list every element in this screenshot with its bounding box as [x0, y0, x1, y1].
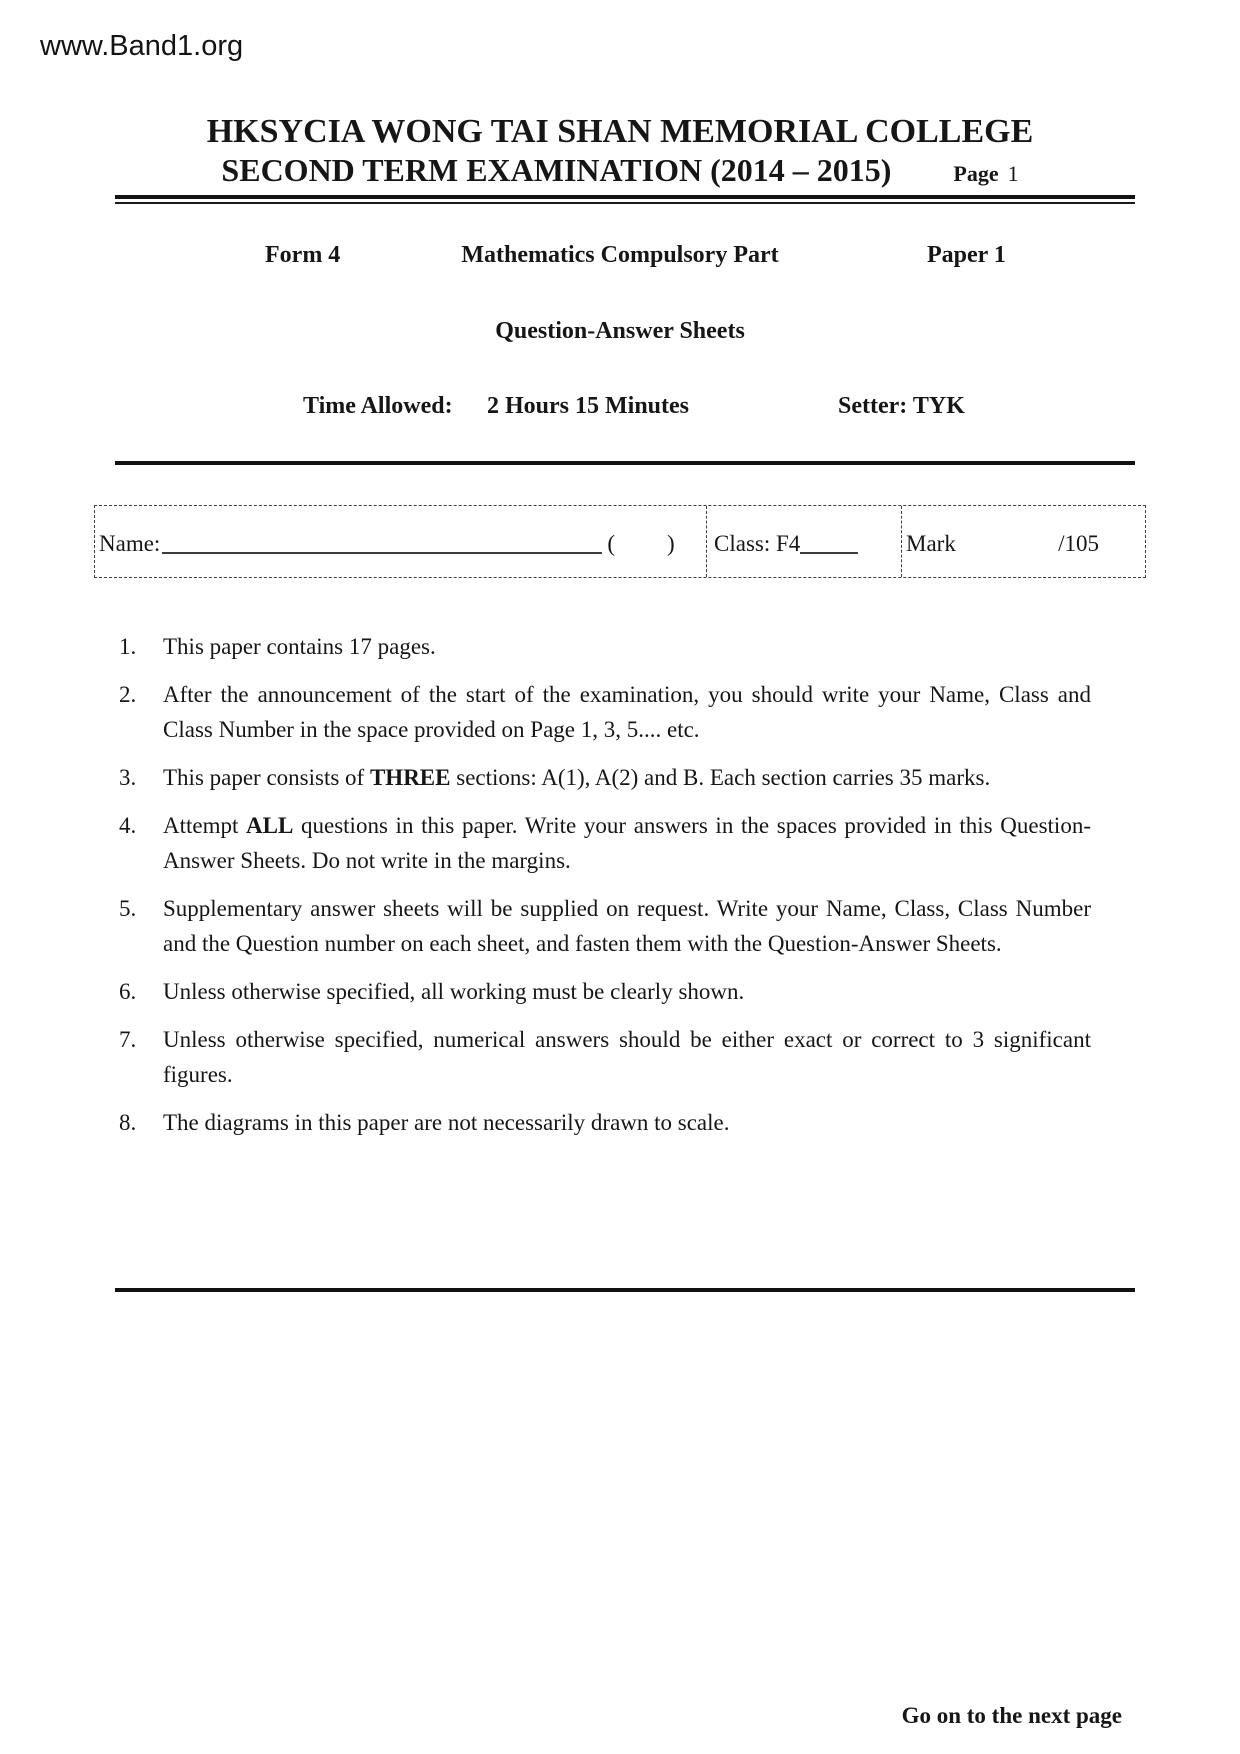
instruction-number: 4.	[119, 813, 137, 838]
footer-next-page-note: Go on to the next page	[901, 1703, 1122, 1728]
form-subject-row	[0, 242, 1240, 272]
setter-label: Setter: TYK	[838, 393, 965, 419]
instruction-item	[119, 1105, 1094, 1140]
instruction-text-segment: The diagrams in this paper are not necessarily drawn to scale.	[163, 1110, 730, 1135]
page-number: 1	[1007, 161, 1019, 186]
instruction-text	[163, 891, 1091, 961]
school-name: HKSYCIA WONG TAI SHAN MEMORIAL COLLEGE	[206, 113, 1034, 150]
instruction-item	[119, 974, 1094, 1009]
instruction-text-segment: questions in this paper. Write your answers in the spaces provided in this Question- Answer Sheets. Do not write in the margins.	[163, 813, 1091, 873]
instruction-text	[163, 974, 1091, 1009]
form-label: Form 4	[265, 242, 341, 268]
instruction-item	[119, 1022, 1094, 1092]
page-label: Page	[953, 161, 999, 186]
instruction-text-segment: Unless otherwise specified, all working must be clearly shown.	[163, 979, 745, 1004]
instruction-text	[163, 677, 1091, 747]
instruction-number: 7.	[119, 1027, 137, 1052]
instruction-number: 8.	[119, 1110, 137, 1135]
exam-title-row	[0, 152, 1240, 189]
exam-title: SECOND TERM EXAMINATION (2014 – 2015)	[221, 152, 892, 188]
instruction-text-segment: Supplementary answer sheets will be supplied on request. Write your Name, Class, Class Number and the Question number on each sheet, and fasten them with the Question-Answer Sheets.	[163, 896, 1091, 956]
instruction-item	[119, 629, 1094, 664]
instruction-text-bold-segment: THREE	[369, 765, 451, 790]
section-divider	[115, 461, 1135, 465]
open-paren: (	[607, 531, 615, 556]
close-paren: )	[666, 531, 675, 556]
instruction-number: 2.	[119, 682, 137, 707]
watermark-text: www.Band1.org	[40, 30, 244, 62]
instruction-text	[163, 808, 1091, 878]
instruction-number: 5.	[119, 896, 137, 921]
instruction-text-segment: After the announcement of the start of the examination, you should write your Name, Class and Class Number in the space provided on Page 1, 3, 5.... etc.	[163, 682, 1091, 742]
instruction-text-segment: This paper contains 17 pages.	[163, 634, 436, 659]
name-cell	[95, 506, 707, 577]
instruction-text	[163, 1105, 1091, 1140]
time-setter-row	[0, 393, 1240, 423]
mark-label: Mark	[906, 531, 956, 556]
sheet-type-label: Question-Answer Sheets	[495, 318, 745, 344]
instruction-number: 1.	[119, 634, 137, 659]
instruction-number: 6.	[119, 979, 137, 1004]
class-field-label: Class: F4	[714, 531, 801, 556]
header-divider	[115, 195, 1135, 204]
student-info-box	[94, 505, 1146, 578]
instruction-text-segment: This paper consists of	[163, 765, 370, 790]
mark-total: /105	[1058, 531, 1099, 556]
instruction-text-bold-segment: ALL	[246, 813, 294, 838]
instruction-item	[119, 891, 1094, 961]
class-fill-line	[800, 552, 858, 554]
class-cell	[707, 506, 902, 577]
instruction-text-segment: sections: A(1), A(2) and B. Each section carries 35 marks.	[450, 765, 991, 790]
instruction-text-segment: Attempt	[163, 813, 247, 838]
paper-label: Paper 1	[927, 242, 1006, 268]
bottom-divider	[115, 1288, 1135, 1292]
instruction-text	[163, 629, 1091, 664]
mark-cell	[902, 506, 1145, 577]
instruction-text	[163, 1022, 1091, 1092]
time-allowed-value: 2 Hours 15 Minutes	[487, 393, 690, 419]
subject-label: Mathematics Compulsory Part	[461, 242, 779, 268]
name-fill-line	[162, 552, 602, 554]
instruction-item	[119, 808, 1094, 878]
name-field-label: Name:	[99, 531, 161, 556]
instruction-text-segment: Unless otherwise specified, numerical answers should be either exact or correct to 3 significant figures.	[163, 1027, 1091, 1087]
instruction-text	[163, 760, 1091, 795]
instruction-item	[119, 677, 1094, 747]
instruction-number: 3.	[119, 765, 137, 790]
time-allowed-label: Time Allowed:	[303, 393, 453, 419]
instruction-item	[119, 760, 1094, 795]
instructions-list	[119, 629, 1094, 1153]
